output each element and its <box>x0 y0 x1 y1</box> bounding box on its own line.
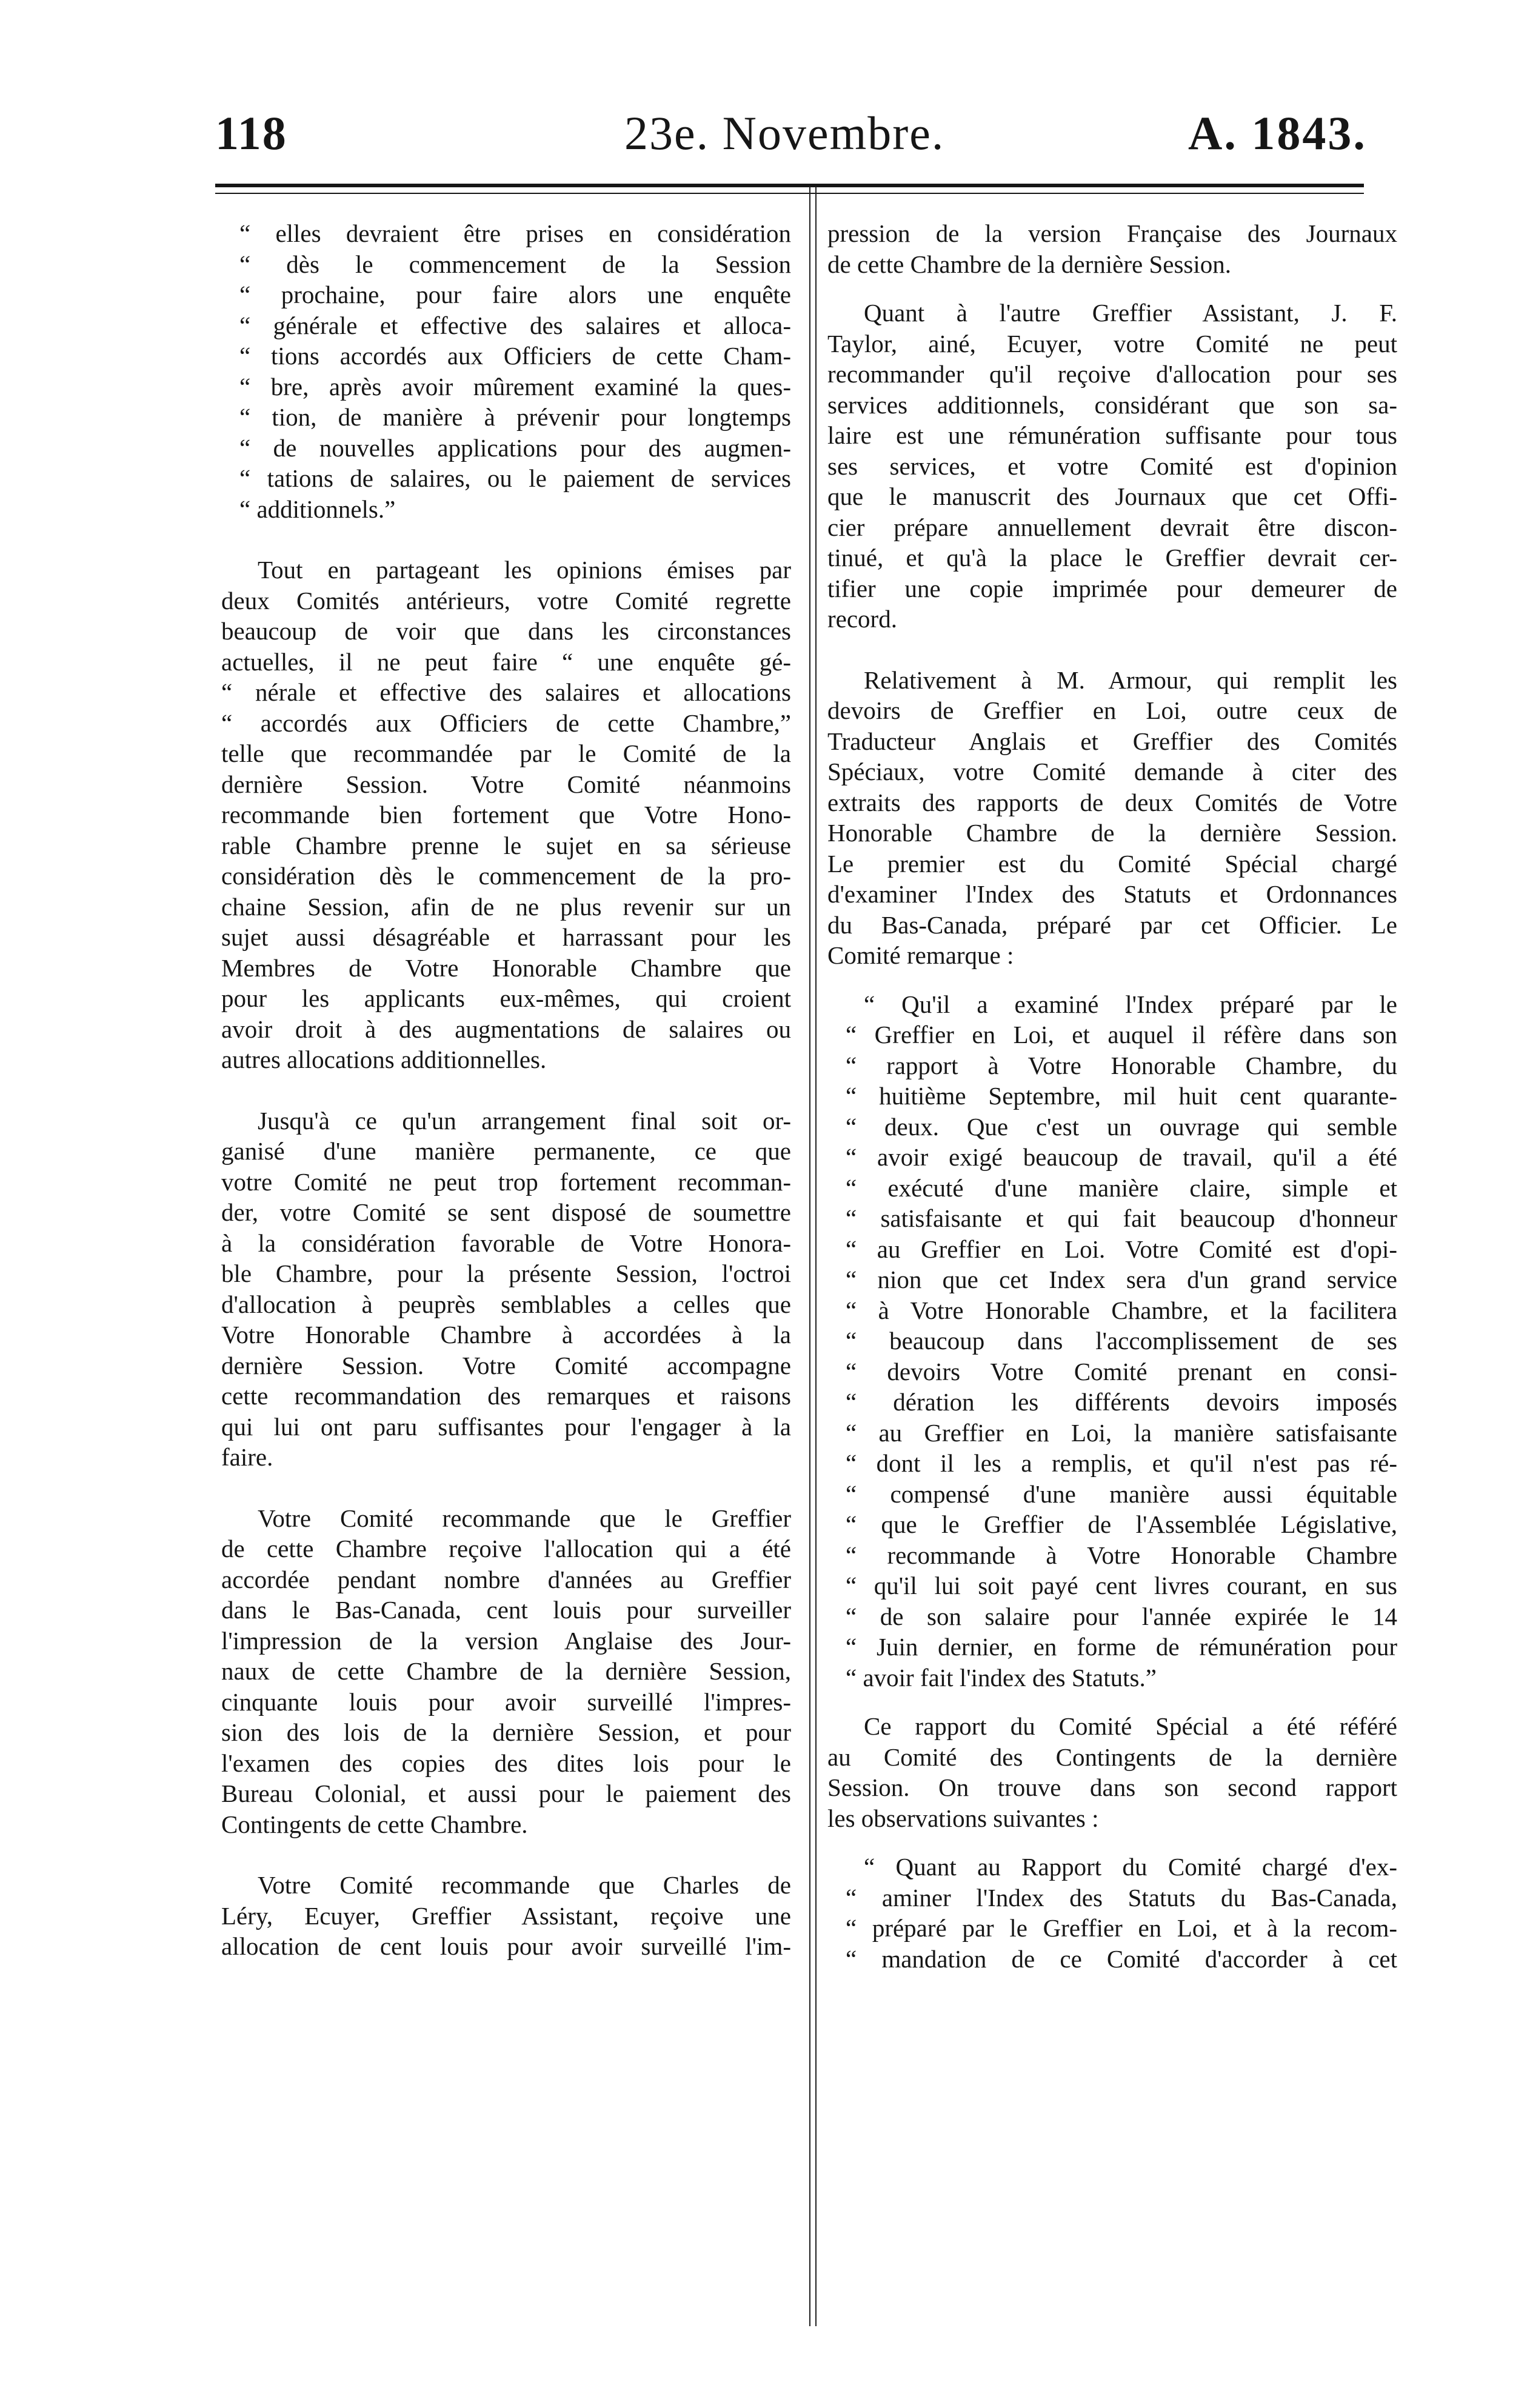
text-line: “ Qu'il a examiné l'Index préparé par le <box>864 990 1397 1018</box>
text-line: devoirs de Greffier en Loi, outre ceux de <box>827 696 1397 724</box>
text-line: “ tations de salaires, ou le paiement de services <box>239 464 791 492</box>
text-line: avoir droit à des augmentations de salaires ou <box>221 1015 791 1043</box>
text-line: “ huitième Septembre, mil huit cent quarante- <box>846 1082 1397 1110</box>
text-line: “ avoir exigé beaucoup de travail, qu'il a été <box>846 1143 1397 1171</box>
text-line: “ devoirs Votre Comité prenant en consi- <box>846 1357 1397 1386</box>
text-line: que le manuscrit des Journaux que cet Offi- <box>827 482 1397 510</box>
header-year: A. 1843. <box>1188 107 1367 159</box>
text-line: du Bas-Canada, préparé par cet Officier. Le <box>827 910 1397 939</box>
text-line: “ nérale et effective des salaires et allocations <box>221 678 791 706</box>
text-line: “ accordés aux Officiers de cette Chambre,” <box>221 709 791 737</box>
text-line: au Comité des Contingents de la dernière <box>827 1743 1397 1771</box>
text-line: laire est une rémunération suffisante pour tous <box>827 421 1397 449</box>
text-line: allocation de cent louis pour avoir surveillé l'im- <box>221 1932 791 1960</box>
text-line: cette recommandation des remarques et raisons <box>221 1382 791 1410</box>
text-line: der, votre Comité se sent disposé de soumettre <box>221 1198 791 1226</box>
text-line: Léry, Ecuyer, Greffier Assistant, reçoive une <box>221 1901 791 1930</box>
text-line: Tout en partageant les opinions émises par <box>258 556 791 584</box>
text-line: “ de nouvelles applications pour des augmen- <box>239 433 791 462</box>
text-line: accordée pendant nombre d'années au Greffier <box>221 1565 791 1593</box>
right-column <box>827 218 1397 1974</box>
text-line: “ elles devraient être prises en considération <box>239 219 791 247</box>
text-line: Quant à l'autre Greffier Assistant, J. F. <box>864 299 1397 327</box>
text-line: “ bre, après avoir mûrement examiné la ques- <box>239 372 791 401</box>
text-line: Taylor, ainé, Ecuyer, votre Comité ne peut <box>827 329 1397 358</box>
text-line: Contingents de cette Chambre. <box>221 1810 528 1838</box>
text-line: l'examen des copies des dites lois pour le <box>221 1749 791 1777</box>
text-line: Ce rapport du Comité Spécial a été référé <box>864 1712 1397 1740</box>
text-line: “ tions accordés aux Officiers de cette Cham- <box>239 342 791 370</box>
text-line: “ compensé d'une manière aussi équitable <box>846 1479 1397 1508</box>
text-line: ses services, et votre Comité est d'opinion <box>827 452 1397 480</box>
text-line: “ préparé par le Greffier en Loi, et à la recom- <box>846 1914 1397 1942</box>
text-line: naux de cette Chambre de la dernière Session, <box>221 1657 791 1685</box>
text-line: extraits des rapports de deux Comités de Votre <box>827 788 1397 816</box>
text-line: de cette Chambre de la dernière Session. <box>827 250 1231 278</box>
text-line: Votre Comité recommande que le Greffier <box>258 1504 791 1532</box>
text-line: “ aminer l'Index des Statuts du Bas-Canada, <box>846 1883 1397 1912</box>
text-line: “ rapport à Votre Honorable Chambre, du <box>846 1051 1397 1079</box>
text-line: rable Chambre prenne le sujet en sa sérieuse <box>221 831 791 859</box>
text-line: l'impression de la version Anglaise des Jour- <box>221 1626 791 1655</box>
text-line: autres allocations additionnelles. <box>221 1046 547 1073</box>
text-line: sion des lois de la dernière Session, et pour <box>221 1718 791 1746</box>
header-rule-thin <box>215 193 1364 194</box>
text-line: “ au Greffier en Loi. Votre Comité est d'opi- <box>846 1235 1397 1263</box>
text-line: “ Greffier en Loi, et auquel il réfère dans son <box>846 1021 1397 1049</box>
text-line: “ au Greffier en Loi, la manière satisfaisante <box>846 1418 1397 1447</box>
text-line: les observations suivantes : <box>827 1804 1099 1832</box>
text-line: Traducteur Anglais et Greffier des Comités <box>827 727 1397 755</box>
text-line: “ dération les différents devoirs imposés <box>846 1388 1397 1416</box>
text-line: “ dès le commencement de la Session <box>239 250 791 278</box>
text-line: “ de son salaire pour l'année expirée le 14 <box>846 1602 1397 1630</box>
text-line: record. <box>827 605 897 633</box>
text-line: “ tion, de manière à prévenir pour longtemps <box>239 403 791 431</box>
left-column <box>221 218 791 1962</box>
text-line: qui lui ont paru suffisantes pour l'engager à la <box>221 1412 791 1441</box>
text-line: “ nion que cet Index sera d'un grand service <box>846 1266 1397 1293</box>
text-line: “ dont il les a remplis, et qu'il n'est pas ré- <box>846 1449 1397 1477</box>
text-line: pression de la version Française des Journaux <box>827 219 1397 247</box>
text-line: Membres de Votre Honorable Chambre que <box>221 953 791 982</box>
text-line: chaine Session, afin de ne plus revenir sur un <box>221 892 791 921</box>
text-line: beaucoup de voir que dans les circonstances <box>221 617 791 645</box>
page-number: 118 <box>215 107 287 159</box>
text-line: d'examiner l'Index des Statuts et Ordonnances <box>827 880 1397 908</box>
text-line: “ Quant au Rapport du Comité chargé d'ex- <box>864 1853 1397 1881</box>
text-line: Comité remarque : <box>827 941 1014 969</box>
text-line: recommande bien fortement que Votre Hono- <box>221 801 791 829</box>
text-line: dernière Session. Votre Comité néanmoins <box>221 770 791 798</box>
text-line: ble Chambre, pour la présente Session, l'octroi <box>221 1259 791 1287</box>
text-line: “ additionnels.” <box>239 495 396 523</box>
text-line: votre Comité ne peut trop fortement recomman- <box>221 1167 791 1196</box>
text-line: “ deux. Que c'est un ouvrage qui semble <box>846 1112 1397 1141</box>
text-line: Jusqu'à ce qu'un arrangement final soit or- <box>258 1106 791 1135</box>
text-line: ganisé d'une manière permanente, ce que <box>221 1137 791 1165</box>
header-rule <box>215 184 1364 187</box>
text-line: Session. On trouve dans son second rapport <box>827 1773 1397 1801</box>
column-divider <box>809 187 817 2326</box>
text-line: d'allocation à peuprès semblables a celles que <box>221 1290 791 1318</box>
text-line: dans le Bas-Canada, cent louis pour surveiller <box>221 1596 791 1624</box>
text-line: “ satisfaisante et qui fait beaucoup d'honneur <box>846 1204 1397 1232</box>
text-line: tinué, et qu'à la place le Greffier devrait cer- <box>827 544 1397 572</box>
text-line: “ prochaine, pour faire alors une enquête <box>239 281 791 309</box>
text-line: Le premier est du Comité Spécial chargé <box>827 849 1397 878</box>
text-line: sujet aussi désagréable et harrassant pour les <box>221 923 791 951</box>
text-line: deux Comités antérieurs, votre Comité regrette <box>221 586 791 615</box>
text-line: Bureau Colonial, et aussi pour le paiement des <box>221 1779 791 1807</box>
text-line: Votre Honorable Chambre à accordées à la <box>221 1321 791 1349</box>
header-date: 23e. Novembre. <box>624 107 945 159</box>
text-line: de cette Chambre reçoive l'allocation qui a été <box>221 1535 791 1563</box>
text-line: services additionnels, considérant que son sa- <box>827 390 1397 419</box>
text-line: recommander qu'il reçoive d'allocation pour ses <box>827 360 1397 388</box>
text-line: pour les applicants eux-mêmes, qui croient <box>221 984 791 1012</box>
page-header <box>0 91 1530 176</box>
text-line: dernière Session. Votre Comité accompagne <box>221 1351 791 1379</box>
text-line: cier prépare annuellement devrait être discon- <box>827 513 1397 541</box>
text-line: à la considération favorable de Votre Honora- <box>221 1229 791 1257</box>
text-line: Relativement à M. Armour, qui remplit les <box>864 665 1397 694</box>
text-line: actuelles, il ne peut faire “ une enquête gé- <box>221 647 791 676</box>
text-line: Honorable Chambre de la dernière Session. <box>827 819 1397 847</box>
text-line: faire. <box>221 1443 273 1471</box>
text-line: “ à Votre Honorable Chambre, et la facilitera <box>846 1296 1397 1324</box>
text-line: “ générale et effective des salaires et alloca- <box>239 311 791 339</box>
text-line: “ Juin dernier, en forme de rémunération pour <box>846 1633 1397 1661</box>
text-line: cinquante louis pour avoir surveillé l'impres- <box>221 1687 791 1716</box>
text-line: “ que le Greffier de l'Assemblée Législative, <box>846 1510 1397 1538</box>
text-line: telle que recommandée par le Comité de la <box>221 739 791 767</box>
text-line: considération dès le commencement de la pro- <box>221 862 791 890</box>
text-line: “ beaucoup dans l'accomplissement de ses <box>846 1327 1397 1355</box>
text-line: “ exécuté d'une manière claire, simple et <box>846 1173 1397 1202</box>
text-line: “ mandation de ce Comité d'accorder à cet <box>846 1944 1397 1973</box>
text-line: tifier une copie imprimée pour demeurer de <box>827 574 1397 602</box>
text-line: Votre Comité recommande que Charles de <box>258 1871 791 1899</box>
text-line: “ qu'il lui soit payé cent livres courant, en sus <box>846 1572 1397 1599</box>
text-line: “ avoir fait l'index des Statuts.” <box>846 1663 1157 1692</box>
text-line: Spéciaux, votre Comité demande à citer des <box>827 758 1397 785</box>
text-line: “ recommande à Votre Honorable Chambre <box>846 1541 1397 1569</box>
